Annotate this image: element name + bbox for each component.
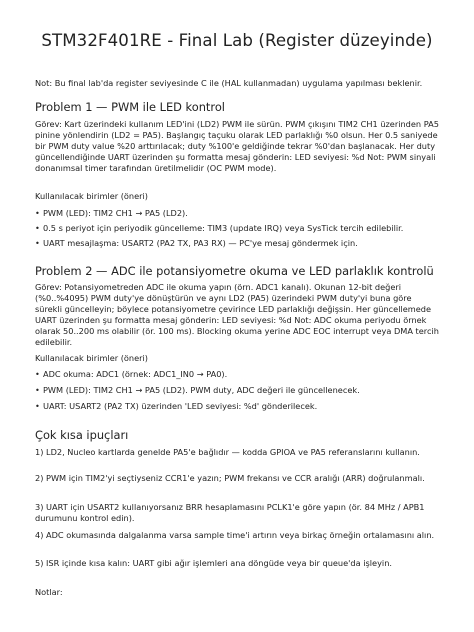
tip-1: 1) LD2, Nucleo kartlarda genelde PA5'e bağlıdır — kodda GPIOA ve PA5 referanslarını kullanın. [35, 447, 420, 457]
problem2-units-list [35, 369, 439, 412]
list-item: • ADC okuma: ADC1 (örnek: ADC1_IN0 → PA0). [35, 369, 228, 379]
tip-5: 5) ISR içinde kısa kalın: UART gibi ağır işlemleri ana döngüde veya bir queue'da işleyin. [35, 558, 392, 568]
problem2-heading: Problem 2 — ADC ile potansiyometre okuma ve LED parlaklık kontrolü [35, 264, 434, 278]
intro-note: Not: Bu final lab'da register seviyesinde C ile (HAL kullanmadan) uygulama yapılması beklenir. [35, 78, 423, 88]
list-item: • PWM (LED): TIM2 CH1 → PA5 (LD2). PWM duty, ADC değeri ile güncellenecek. [35, 385, 360, 395]
page-title: STM32F401RE - Final Lab (Register düzeyinde) [41, 31, 433, 50]
list-item: • UART mesajlaşma: USART2 (PA2 TX, PA3 RX) — PC'ye mesaj göndermek için. [35, 238, 358, 248]
problem1-units-label: Kullanılacak birimler (öneri) [35, 191, 148, 201]
tip-2: 2) PWM için TIM2'yi seçtiyseniz CCR1'e yazın; PWM frekansı ve CCR aralığı (ARR) doğrulanmalı. [35, 473, 425, 483]
list-item: • UART: USART2 (PA2 TX) üzerinden 'LED seviyesi: %d' gönderilecek. [35, 401, 318, 411]
problem1-heading: Problem 1 — PWM ile LED kontrol [35, 100, 225, 114]
tips-heading: Çok kısa ipuçları [35, 428, 129, 442]
tip-4: 4) ADC okumasında dalgalanma varsa sample time'i artırın veya birkaç örneğin ortalamasını alın. [35, 530, 435, 540]
problem2-units-label: Kullanılacak birimler (öneri) [35, 353, 148, 363]
list-item: • PWM (LED): TIM2 CH1 → PA5 (LD2). [35, 208, 188, 218]
tip-3: 3) UART için USART2 kullanıyorsanız BRR hesaplamasını PCLK1'e göre yapın (ör. 84 MHz / APB1 durumunu kontrol edin). [35, 502, 425, 523]
notes-label: Notlar: [35, 587, 63, 597]
problem1-task: Görev: Kart üzerindeki kullanım LED'ini (LD2) PWM ile sürün. PWM çıkışını TIM2 CH1 üzerinden PA5 pinine yönlendirin (LD2 = PA5). Başlangıç taçuku olarak LED parlaklığı %0 olsun. Her 0.5 saniyede bir PWM duty value %20 arttırılacak; duty %100'e geldiğinde tekrar %0'dan başlanacak. Her duty güncellendiğinde UART üzerinden şu formatta mesaj gönderin: LED seviyesi: %d Not: PWM sinyali donanımsal timer tarafından üretilmelidir (OC PWM mode). [35, 119, 439, 173]
problem1-units-list [35, 208, 439, 249]
problem2-task: Görev: Potansiyometreden ADC ile okuma yapın (örn. ADC1 kanalı). Okunan 12-bit değeri (%0..%4095) PWM duty'ye dönüştürün ve aynı LD2 (PA5) üzerindeki PWM duty'yi buna göre sürekli güncelleyin; böylece potansiyometre çevirince LED parlaklığı değişsin. Her güncellemede UART üzerinden şu formatta mesaj gönderin: LED seviyesi: %d Not: ADC okuma periyodu örnek olarak 50..200 ms olabilir (ör. 100 ms). Blocking okuma yerine ADC EOC interrupt veya DMA tercih edilebilir. [35, 282, 439, 347]
list-item: • 0.5 s periyot için periyodik güncelleme: TIM3 (update IRQ) veya SysTick tercih edilebilir. [35, 223, 404, 233]
